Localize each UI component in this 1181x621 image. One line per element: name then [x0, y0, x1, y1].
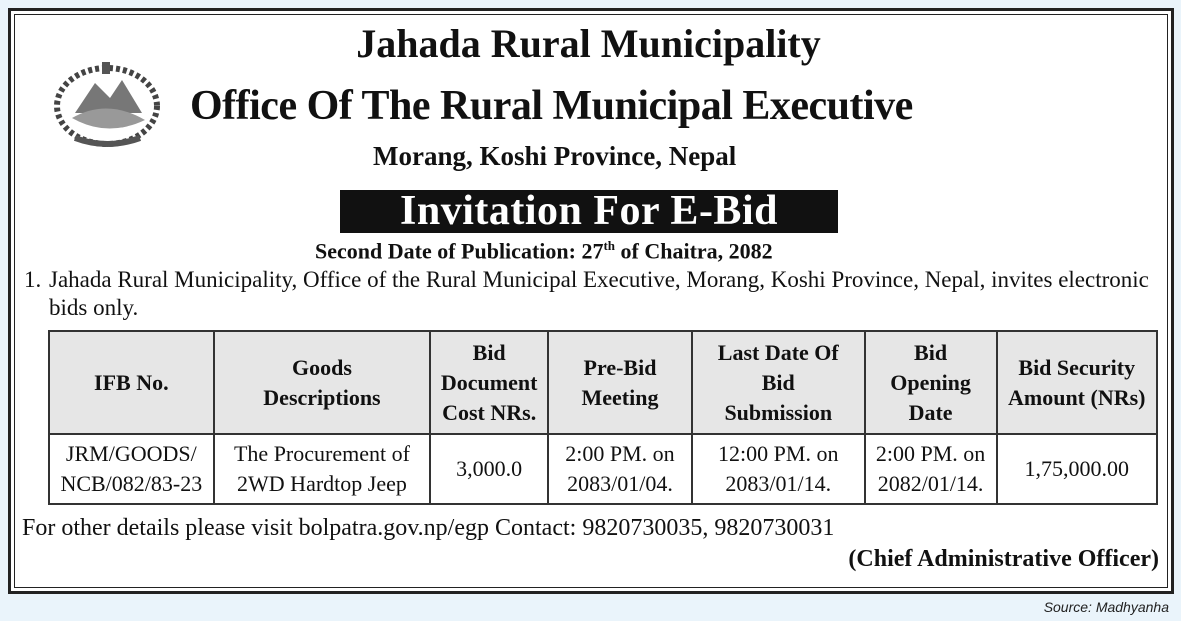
header-security: Bid Security Amount (NRs): [997, 331, 1157, 434]
nepal-emblem-icon: [50, 58, 165, 153]
header-ifb-no: IFB No.: [49, 331, 214, 434]
location: Morang, Koshi Province, Nepal: [373, 141, 737, 171]
notice-title: Invitation For E-Bid: [340, 190, 838, 233]
cell-goods: The Procurement of 2WD Hardtop Jeep: [214, 434, 431, 504]
intro-paragraph: [24, 266, 1164, 322]
cell-ifb-no: JRM/GOODS/ NCB/082/83-23: [49, 434, 214, 504]
cell-last-date: 12:00 PM. on 2083/01/14.: [692, 434, 865, 504]
header-goods: Goods Descriptions: [214, 331, 431, 434]
header-doc-cost: Bid Document Cost NRs.: [430, 331, 548, 434]
cell-pre-bid: 2:00 PM. on 2083/01/04.: [548, 434, 692, 504]
bid-table: [48, 330, 1158, 505]
header-opening-date: Bid Opening Date: [865, 331, 997, 434]
intro-text: Jahada Rural Municipality, Office of the Rural Municipal Executive, Morang, Koshi Province, Nepal, invites electronic bids only.: [49, 267, 1149, 320]
cell-doc-cost: 3,000.0: [430, 434, 548, 504]
item-number: 1.: [24, 267, 42, 292]
signatory: (Chief Administrative Officer): [848, 546, 1159, 572]
header-last-date: Last Date Of Bid Submission: [692, 331, 865, 434]
municipality-title: Jahada Rural Municipality: [356, 21, 821, 66]
table-row: [49, 434, 1157, 504]
cell-security: 1,75,000.00: [997, 434, 1157, 504]
contact-details: For other details please visit bolpatra.gov.np/egp Contact: 9820730035, 9820730031: [22, 515, 835, 541]
office-title: Office Of The Rural Municipal Executive: [190, 83, 913, 129]
cell-opening-date: 2:00 PM. on 2082/01/14.: [865, 434, 997, 504]
publication-date: Second Date of Publication: 27th of Chaitra, 2082: [315, 238, 773, 264]
header-pre-bid: Pre-Bid Meeting: [548, 331, 692, 434]
table-header-row: [49, 331, 1157, 434]
source-credit: Source: Madhyanha: [1043, 599, 1169, 615]
